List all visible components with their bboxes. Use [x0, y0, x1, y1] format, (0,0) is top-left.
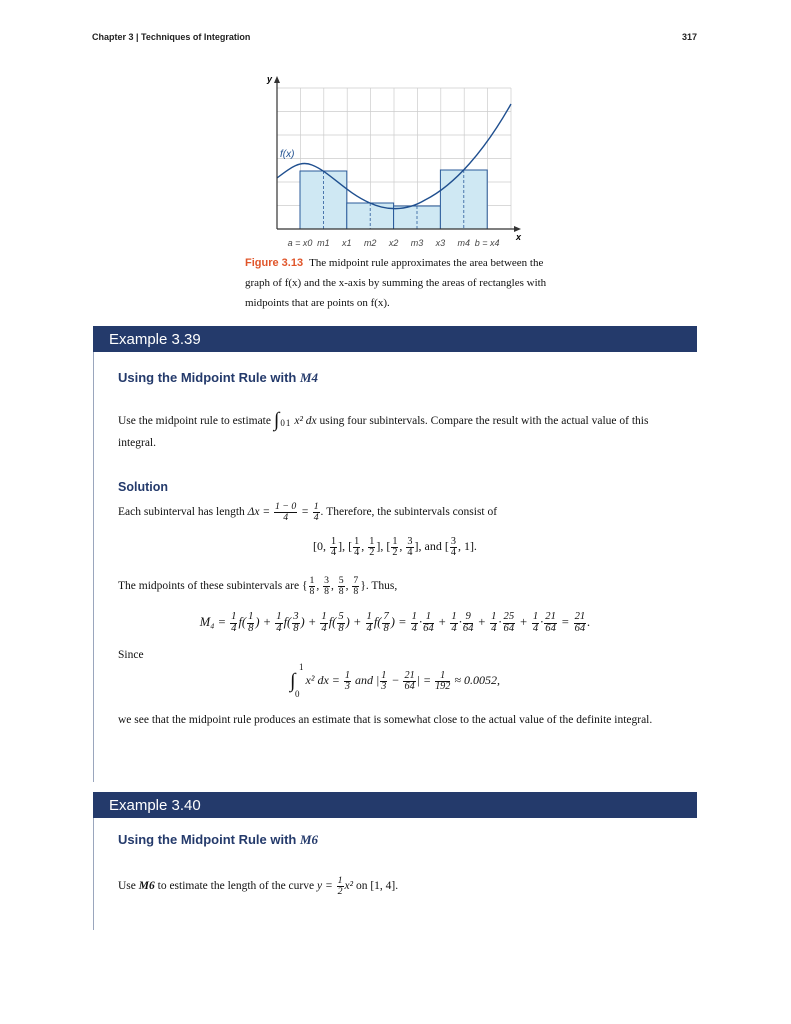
math-text: M₄ =: [199, 615, 230, 629]
math-text: x²: [344, 880, 354, 892]
math-text: }.: [360, 580, 369, 592]
numerator: 3: [450, 536, 456, 547]
numerator: 1: [276, 611, 282, 622]
math-text: =: [557, 615, 573, 629]
m4-formula: [93, 612, 697, 634]
math-text: ) +: [300, 615, 320, 629]
denominator: 4: [491, 622, 497, 634]
fraction: [330, 537, 337, 558]
denominator: 8: [293, 622, 299, 634]
math-text: f(: [283, 615, 292, 629]
denominator: 4: [366, 622, 372, 634]
fraction: [352, 576, 359, 597]
math-text: +: [434, 615, 450, 629]
example-title-text: Using the Midpoint Rule with: [118, 832, 297, 847]
x-tick-label: x3: [435, 238, 446, 248]
numerator: 1: [248, 611, 254, 622]
numerator: 21: [545, 611, 556, 622]
math-text: ,: [331, 580, 337, 592]
numerator: 1 − 0: [275, 501, 297, 513]
fraction: [247, 612, 254, 634]
denominator: 64: [574, 622, 586, 634]
denominator: 8: [383, 622, 389, 634]
x-tick-label: a = x0: [287, 238, 313, 248]
denominator: 64: [462, 622, 474, 634]
math-text: f(: [238, 615, 247, 629]
example-border: [93, 352, 94, 782]
fraction: [435, 671, 450, 692]
integrand: x² dx: [294, 415, 317, 428]
math-text: f(: [328, 615, 337, 629]
math-text: f(: [373, 615, 382, 629]
numerator: 7: [353, 575, 359, 587]
fraction: [490, 612, 497, 634]
delta-x-formula: [247, 501, 324, 523]
text: Use: [118, 880, 136, 892]
fraction: [313, 502, 320, 523]
fraction: [391, 537, 398, 558]
example-title-text: Using the Midpoint Rule with: [118, 370, 297, 385]
denominator: 2: [337, 885, 343, 897]
curve-equation: [316, 875, 354, 897]
math-text: ,: [316, 580, 323, 592]
numerator: 5: [338, 611, 344, 622]
denominator: 64: [404, 681, 415, 692]
math-text: ) +: [255, 615, 275, 629]
text: Therefore, the subintervals consist of: [326, 506, 498, 518]
text: to estimate the length of the curve: [157, 880, 315, 892]
math-text: | =: [416, 673, 435, 688]
integral-symbol: ∫01: [273, 409, 292, 431]
math-text: ·: [418, 615, 423, 629]
numerator: 1: [337, 875, 343, 887]
x-tick-labels: [288, 238, 500, 248]
numerator: 1: [451, 611, 457, 622]
math: [313, 536, 477, 559]
denominator: 8: [324, 585, 330, 597]
denominator: 4: [231, 622, 237, 634]
interval: [1, 4].: [370, 880, 399, 892]
figure-label: Figure 3.13: [245, 257, 304, 269]
fraction: [403, 671, 415, 692]
denominator: 4: [411, 622, 417, 634]
midpoint-rectangle: [300, 171, 347, 229]
numerator: 1: [532, 611, 539, 622]
numerator: 1: [354, 536, 360, 547]
math-text: , 1].: [457, 539, 477, 554]
example2-paragraph: [118, 876, 678, 897]
fraction: [411, 612, 418, 634]
denominator: 4: [354, 547, 360, 559]
math-text: +: [474, 615, 490, 629]
denominator: 4: [276, 622, 282, 634]
math-text: ], [: [376, 539, 391, 554]
denominator: 4: [331, 547, 337, 559]
math-text: ·: [498, 615, 502, 629]
math-text: ,: [361, 539, 368, 554]
numerator: 1: [411, 611, 417, 622]
math-text: and |: [351, 673, 380, 688]
midpoint-rule-figure: [0, 0, 791, 260]
math-text: ) +: [345, 615, 365, 629]
fraction: [366, 612, 373, 634]
numerator: 3: [407, 536, 413, 547]
denominator: 8: [338, 585, 344, 597]
math-text: .: [587, 615, 591, 629]
example-title-math: M6: [300, 832, 319, 847]
numerator: 1: [491, 611, 497, 622]
fraction: [406, 537, 413, 558]
fraction: [274, 502, 297, 523]
denominator: 2: [392, 547, 398, 559]
text: Each subinterval has length: [118, 506, 245, 518]
numerator: 21: [404, 669, 415, 681]
midpoint-rectangles: [300, 170, 487, 229]
math-text: ,: [399, 539, 406, 554]
denominator: 192: [435, 681, 451, 692]
denominator: 64: [423, 622, 434, 634]
numerator: 21: [574, 611, 586, 622]
denominator: 8: [353, 585, 359, 597]
x-axis-label: x: [516, 232, 522, 242]
text: The midpoints of these subintervals are: [118, 580, 300, 592]
numerator: 1: [331, 536, 337, 547]
y-axis-arrow: [274, 76, 280, 83]
numerator: 25: [503, 611, 515, 622]
intro-paragraph: [118, 410, 678, 453]
denominator: 8: [309, 585, 315, 597]
denominator: 4: [532, 622, 539, 634]
example-title-math: M4: [300, 370, 319, 385]
math-text: =: [298, 506, 312, 518]
conclusion-paragraph: we see that the midpoint rule produces an estimate that is somewhat close to the actual value of the definite integral.: [118, 714, 653, 726]
numerator: 1: [381, 669, 387, 681]
numerator: 1: [369, 536, 375, 547]
fraction: [338, 576, 345, 597]
since-text: Since: [118, 649, 144, 661]
text: on: [355, 880, 368, 892]
curve-label: f(x): [280, 149, 295, 160]
example-border: [93, 818, 94, 930]
example-title: [118, 832, 318, 848]
example-header: Example 3.40: [93, 792, 697, 818]
math-text: ·: [458, 615, 462, 629]
fraction: [574, 612, 587, 634]
text: Thus,: [371, 580, 398, 592]
running-header-chapter: Chapter 3 | Techniques of Integration: [92, 32, 251, 42]
numerator: 7: [383, 611, 389, 622]
caption-text: The midpoint rule approximates the area between the graph of f(x) and the x-axis by summing the areas of rectangles with midpoints that are points on f(x).: [245, 257, 547, 309]
x-tick-label: m4: [457, 238, 471, 248]
numerator: 1: [321, 611, 327, 622]
denominator: 2: [369, 547, 375, 559]
delta-paragraph: [118, 502, 678, 523]
math-text: ·: [540, 615, 544, 629]
figure-caption: [245, 253, 555, 313]
fraction: [503, 612, 516, 634]
math-text: ], and [: [414, 539, 449, 554]
math-text: ) =: [390, 615, 410, 629]
denominator: 4: [407, 547, 413, 559]
numerator: 1: [313, 501, 319, 513]
numerator: 1: [392, 536, 398, 547]
fraction: [450, 612, 457, 634]
fraction: [337, 612, 344, 634]
math-text: Δx =: [247, 506, 274, 518]
numerator: 1: [435, 671, 450, 682]
fraction: [230, 612, 237, 634]
intro-text: Use the midpoint rule to estimate: [118, 415, 271, 428]
math-text: ], [: [338, 539, 353, 554]
integral-symbol: ∫ 1 0: [290, 662, 304, 699]
x-tick-label: x2: [388, 238, 399, 248]
fraction: [275, 612, 282, 634]
fraction: [382, 612, 389, 634]
fraction: [544, 612, 557, 634]
fraction: [380, 671, 387, 692]
x-tick-label: x1: [342, 238, 352, 248]
math-text: x² dx =: [305, 673, 343, 688]
example-title: [118, 370, 318, 386]
subintervals-formula: [93, 537, 697, 558]
numerator: 9: [463, 612, 474, 624]
denominator: 64: [503, 622, 515, 634]
denominator: 8: [248, 622, 254, 634]
math-text: +: [516, 615, 531, 629]
numerator: 1: [344, 669, 350, 681]
math-text: .: [320, 506, 324, 518]
math: [305, 669, 500, 692]
fraction: [323, 576, 330, 597]
fraction: [423, 612, 434, 634]
numerator: 1: [231, 611, 237, 622]
numerator: 5: [338, 575, 344, 587]
m6-symbol: M6: [138, 880, 155, 892]
fraction: [353, 537, 360, 558]
math-text: ≈ 0.0052,: [451, 673, 500, 688]
fraction: [320, 612, 327, 634]
math-text: ,: [345, 580, 352, 592]
fraction: [344, 671, 351, 692]
x-tick-label: m1: [317, 238, 330, 248]
math-text: [0,: [313, 539, 330, 554]
math: [199, 611, 591, 634]
midpoints-set: [301, 575, 369, 597]
numerator: 1: [423, 612, 434, 624]
denominator: 64: [545, 622, 556, 634]
denominator: 4: [313, 511, 319, 523]
math-text: −: [388, 673, 403, 688]
fraction: [309, 576, 316, 597]
numerator: 1: [309, 575, 315, 587]
numerator: 3: [293, 611, 299, 622]
x-tick-label: m3: [410, 238, 424, 248]
solution-heading: Solution: [118, 480, 168, 494]
fraction: [292, 612, 299, 634]
page-number: 317: [682, 32, 698, 42]
midpoints-paragraph: [118, 576, 678, 597]
fraction: [463, 612, 474, 634]
numerator: 3: [324, 575, 330, 587]
math-text: y =: [316, 880, 336, 892]
fraction: [532, 612, 539, 634]
fraction: [337, 876, 344, 897]
denominator: 3: [381, 681, 387, 692]
denominator: 3: [344, 681, 350, 692]
denominator: 4: [321, 622, 327, 634]
denominator: 4: [450, 547, 456, 559]
x-tick-label: b = x4: [474, 238, 500, 248]
y-axis-label: y: [267, 74, 273, 84]
denominator: 8: [338, 622, 344, 634]
numerator: 1: [366, 611, 372, 622]
example-header: Example 3.39: [93, 326, 697, 352]
x-tick-label: m2: [363, 238, 377, 248]
intro-text-after: using four subintervals. Compare the result with the actual value of this integral.: [118, 415, 649, 449]
denominator: 4: [451, 622, 457, 634]
denominator: 4: [283, 511, 289, 523]
math-text: {: [301, 580, 308, 592]
error-formula: [93, 662, 697, 699]
fraction: [368, 537, 375, 558]
fraction: [450, 537, 457, 558]
